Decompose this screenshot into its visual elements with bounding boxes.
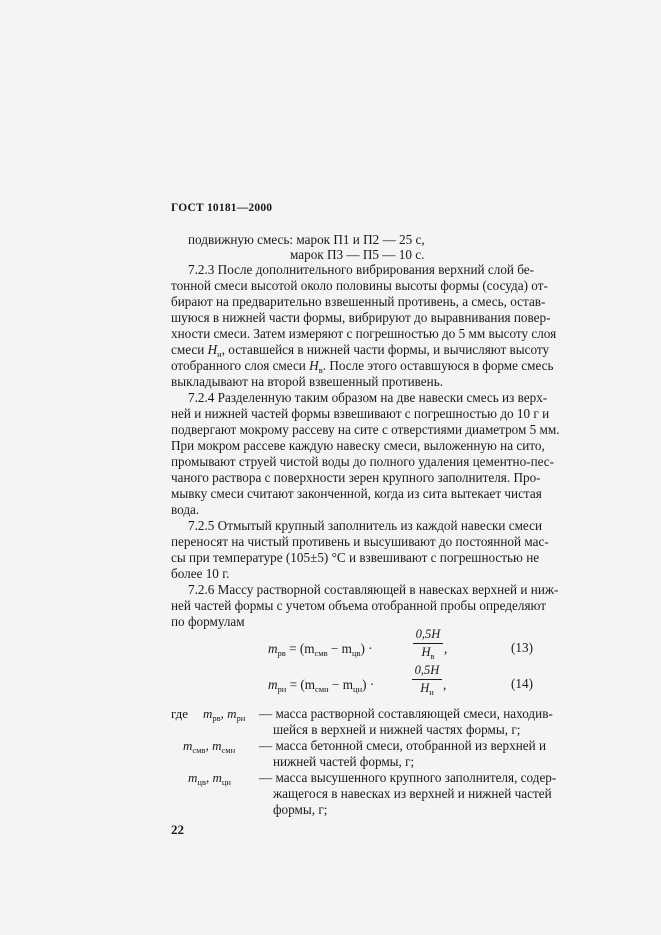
legend-text: жащегося в навесках из верхней и нижней частей [273, 786, 552, 801]
text-line: выкладывают на второй взвешенный противень. [171, 374, 444, 389]
text-line: переносят на чистый противень и высушивают до постоянной мас- [171, 534, 549, 549]
formula-14-tail: , [443, 677, 447, 692]
text-line: При мокром рассеве каждую навеску смеси, выложенную на сито, [171, 438, 545, 453]
text-line: более 10 г. [171, 566, 230, 581]
text-line: тонной смеси высотой около половины высоты формы (сосуда) от- [171, 278, 548, 293]
legend-symbols-3: $m_{цв}$, $m_{цн}$ [188, 770, 231, 787]
legend-where: где [171, 706, 189, 721]
text-line: чаного раствора с поверхности зерен крупного заполнителя. Про- [171, 470, 541, 485]
formula-14-fraction: 0,5H $H_н$ [412, 663, 442, 696]
text-line: ней частей формы с учетом объема отобранной пробы определяют [171, 598, 546, 613]
text-line: 7.2.6 Массу растворной составляющей в навесках верхней и ниж- [188, 582, 559, 597]
text-line: подвергают мокрому рассеву на сите с отверстиями диаметром 5 мм. [171, 422, 560, 437]
text-line: отобранного слоя смеси $H_в$. После этого оставшуюся в форме смесь [171, 358, 554, 375]
text-line: подвижную смесь: марок П1 и П2 — 25 с, [188, 232, 425, 247]
text-line: ней и нижней частей формы взвешивают с погрешностью до 10 г и [171, 406, 550, 421]
text-line: мывку смеси считают законченной, когда из сита вытекает чистая [171, 486, 542, 501]
text-line: шуюся в нижней части формы, вибрируют до выравнивания повер- [171, 310, 551, 325]
text-line: смеси $H_н$, оставшейся в нижней части формы, и вычисляют высоту [171, 342, 550, 359]
legend-text: — масса растворной составляющей смеси, находив- [259, 706, 553, 721]
text-line: хности смеси. Затем измеряют с погрешностью до 5 мм высоту слоя [171, 326, 557, 341]
text-line: промывают струей чистой воды до полного удаления цементно-пес- [171, 454, 555, 469]
formula-14-number: (14) [511, 676, 533, 691]
text-line: 7.2.5 Отмытый крупный заполнитель из каждой навески смеси [188, 518, 543, 533]
legend-text: — масса бетонной смеси, отобранной из верхней и [259, 738, 547, 753]
text-line: 7.2.3 После дополнительного вибрирования верхний слой бе- [188, 262, 535, 277]
formula-13-tail: , [444, 641, 448, 656]
legend-text: нижней частей формы, г; [273, 754, 415, 769]
document-header: ГОСТ 10181—2000 [171, 202, 273, 214]
formula-13-fraction: 0,5H $H_в$ [413, 627, 443, 660]
page-number: 22 [171, 822, 184, 837]
text-line: марок П3 — П5 — 10 с. [290, 247, 425, 262]
legend-symbols-2: $m_{смв}$, $m_{смн}$ [183, 738, 236, 755]
formula-13-lhs: $m_{рв} = (m_{смв} - m_{цв})$ · [268, 641, 373, 658]
legend-text: — масса высушенного крупного заполнителя, содер- [259, 770, 557, 785]
formula-13-number: (13) [511, 640, 533, 655]
legend-symbols-1: $m_{рв}$, $m_{рн}$ [203, 706, 246, 723]
text-line: по формулам [171, 614, 245, 629]
text-line: бирают на предварительно взвешенный противень, а смесь, остав- [171, 294, 546, 309]
text-line: сы при температуре (105±5) °С и взвешивают с погрешностью не [171, 550, 540, 565]
text-line: 7.2.4 Разделенную таким образом на две навески смесь из верх- [188, 390, 548, 405]
legend-text: формы, г; [273, 802, 328, 817]
text-line: вода. [171, 502, 200, 517]
formula-14-lhs: $m_{рн} = (m_{смн} - m_{цн})$ · [268, 677, 375, 694]
legend-text: шейся в верхней и нижней частях формы, г; [273, 722, 521, 737]
